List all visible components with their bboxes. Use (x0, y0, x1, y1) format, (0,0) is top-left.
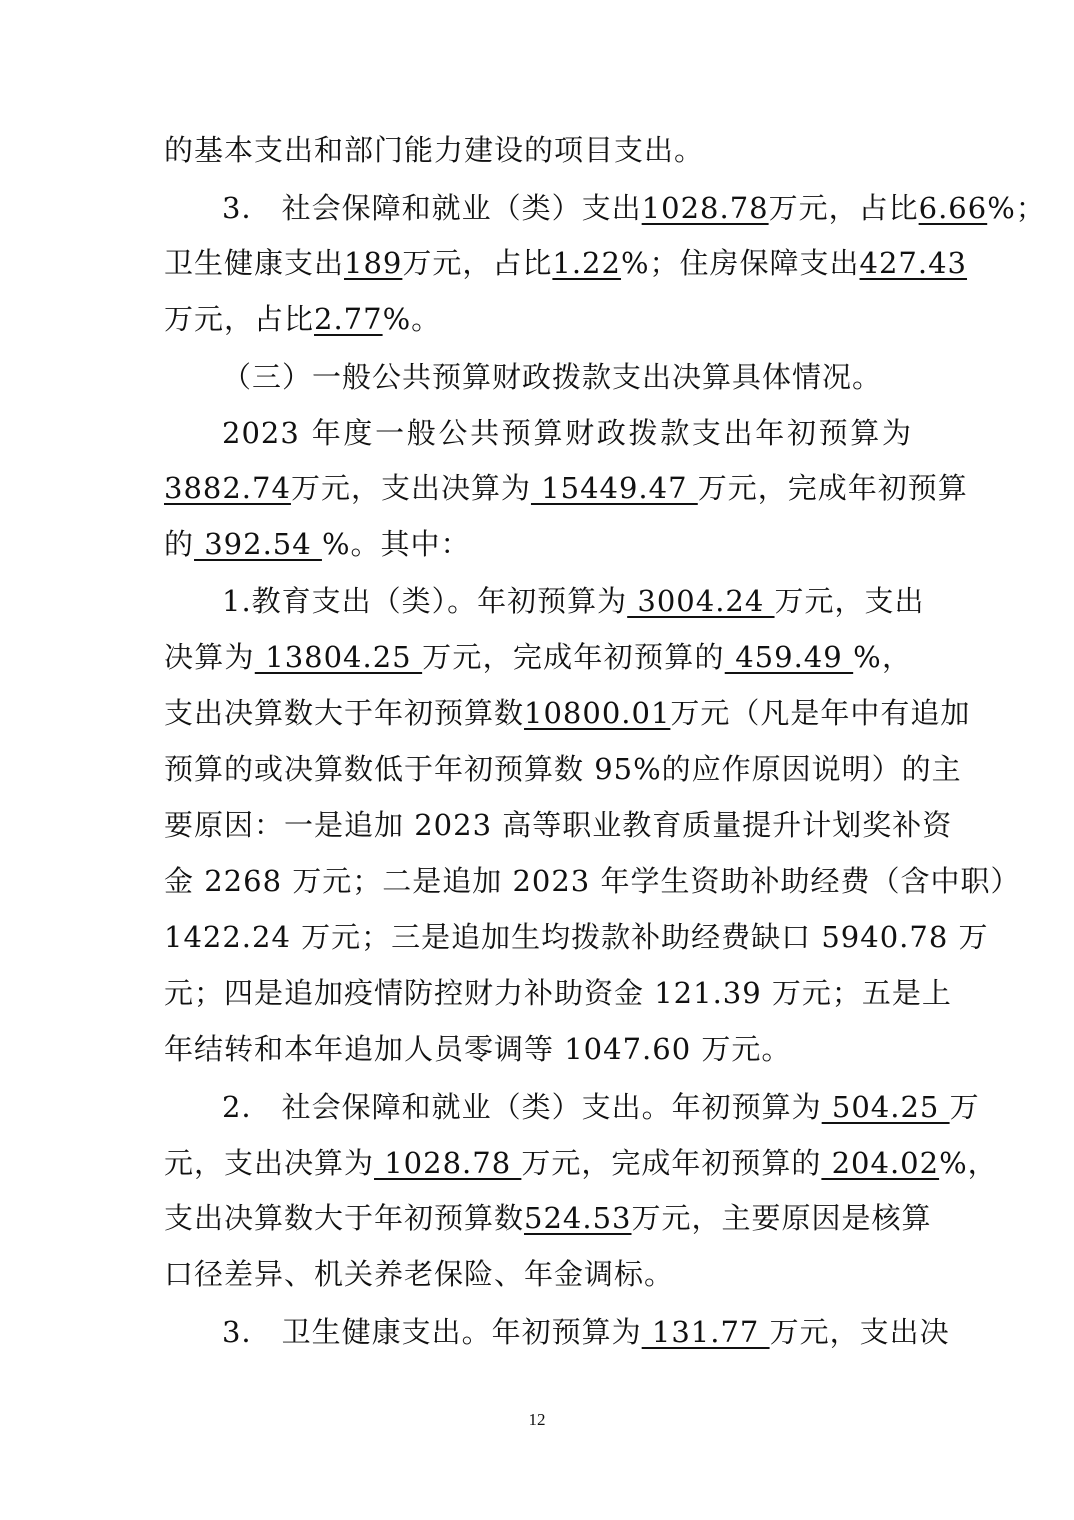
text-line: 的 392.54 %。其中： (164, 527, 471, 561)
text-line: 2023 年度一般公共预算财政拨款支出年初预算为 (222, 416, 912, 450)
text-line: 1.教育支出（类）。年初预算为 3004.24 万元，支出 (222, 584, 925, 618)
text-line: 1422.24 万元；三是追加生均拨款补助经费缺口 5940.78 万 (164, 920, 989, 954)
text-line: 元；四是追加疫情防控财力补助资金 121.39 万元；五是上 (164, 976, 952, 1010)
text-line: 的基本支出和部门能力建设的项目支出。 (164, 133, 705, 167)
section-heading: （三）一般公共预算财政拨款支出决算具体情况。 (222, 360, 883, 394)
text-line: 支出决算数大于年初预算数524.53万元，主要原因是核算 (164, 1201, 932, 1235)
text-line: 3． 社会保障和就业（类）支出1028.78万元，占比6.66%； (222, 191, 1046, 225)
text-line: 支出决算数大于年初预算数10800.01万元（凡是年中有追加 (164, 696, 971, 730)
text-line: 预算的或决算数低于年初预算数 95%的应作原因说明）的主 (164, 752, 962, 786)
text-line: 3． 卫生健康支出。年初预算为 131.77 万元，支出决 (222, 1315, 950, 1349)
text-line: 金 2268 万元；二是追加 2023 年学生资助补助经费（含中职） (164, 864, 1021, 898)
text-line: 2． 社会保障和就业（类）支出。年初预算为 504.25 万 (222, 1090, 980, 1124)
text-line: 3882.74万元，支出决算为 15449.47 万元，完成年初预算 (164, 471, 968, 505)
text-line: 口径差异、机关养老保险、年金调标。 (164, 1257, 675, 1291)
text-line: 年结转和本年追加人员零调等 1047.60 万元。 (164, 1032, 792, 1066)
text-line: 要原因：一是追加 2023 高等职业教育质量提升计划奖补资 (164, 808, 953, 842)
text-line: 万元，占比2.77%。 (164, 302, 442, 336)
text-line: 元，支出决算为 1028.78 万元，完成年初预算的 204.02%， (164, 1146, 998, 1180)
page-number: 12 (528, 1410, 546, 1429)
text-line: 卫生健康支出189万元，占比1.22%；住房保障支出427.43 (164, 246, 968, 280)
text-line: 决算为 13804.25 万元，完成年初预算的 459.49 %， (164, 640, 912, 674)
